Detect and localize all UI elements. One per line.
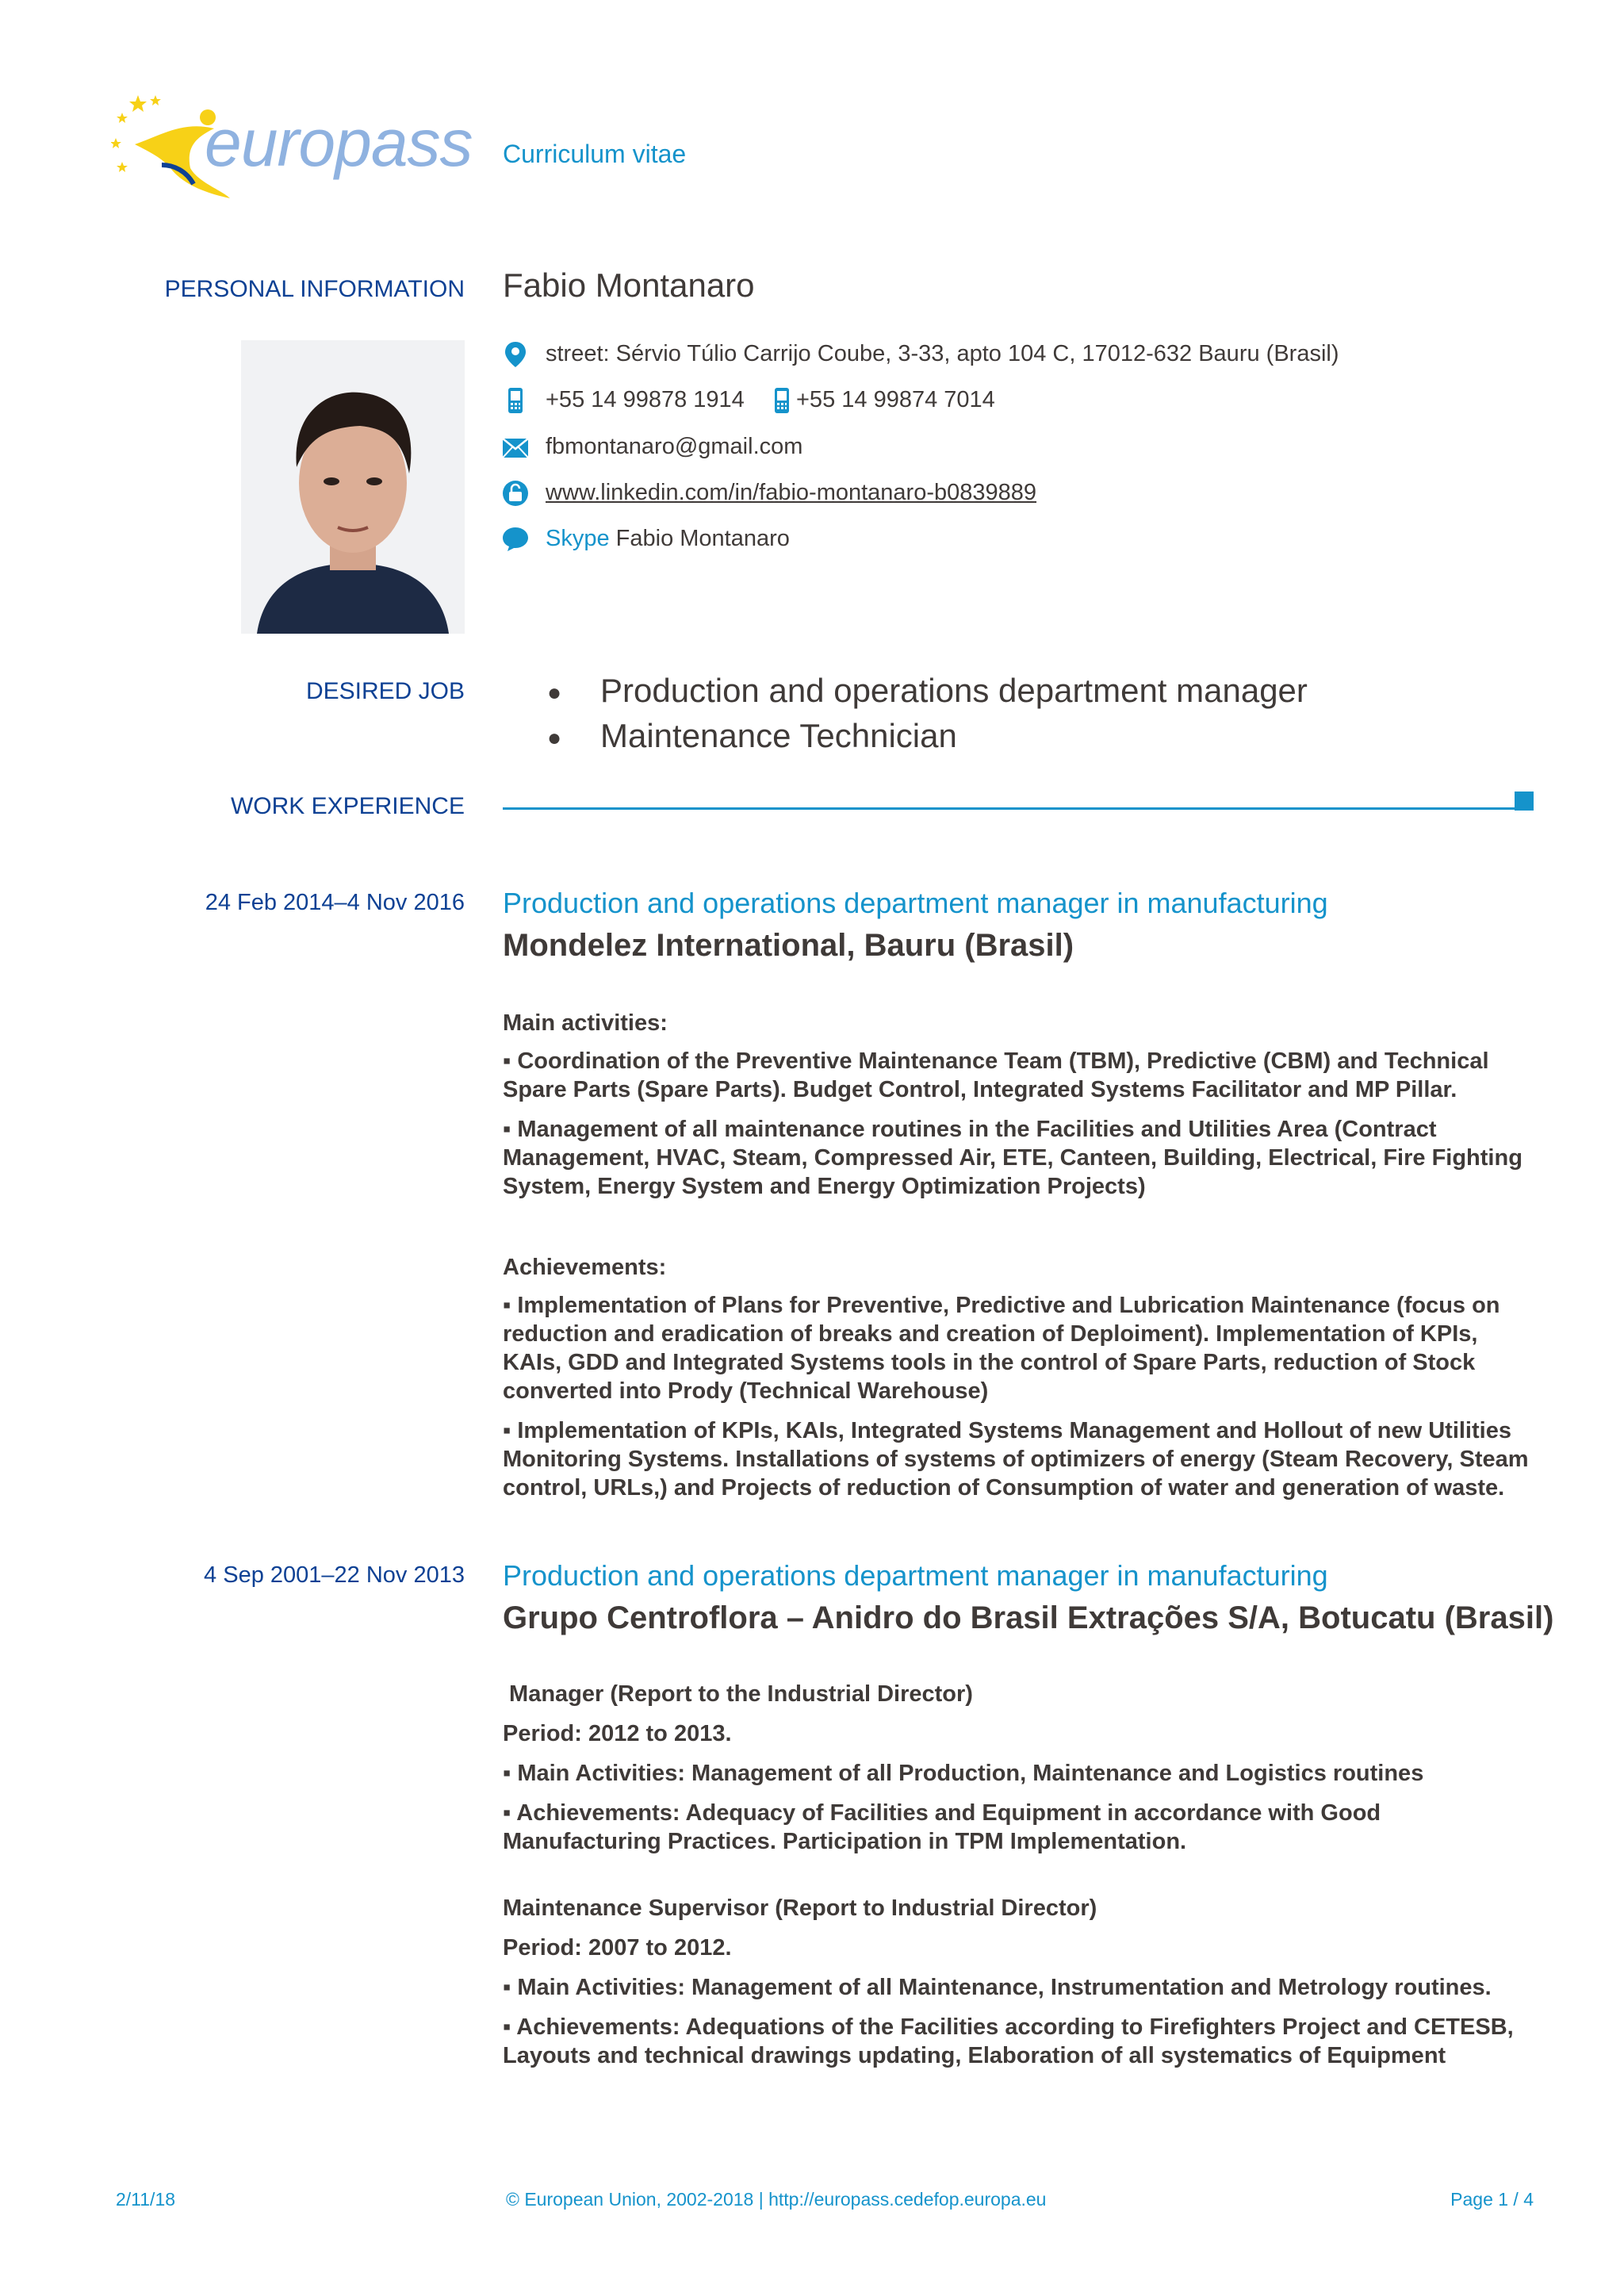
cv-title: Curriculum vitae: [503, 140, 687, 168]
role-heading: Manager (Report to the Industrial Director): [503, 1681, 973, 1707]
job-dates: 4 Sep 2001–22 Nov 2013: [204, 1562, 465, 1588]
role-item: ▪ Main Activities: Management of all Maintenance, Instrumentation and Metrology routines.: [503, 1975, 1492, 2000]
job-employer: Mondelez International, Bauru (Brasil): [503, 928, 1074, 963]
linkedin-link[interactable]: www.linkedin.com/in/fabio-montanaro-b0839889: [546, 480, 1037, 505]
instant-messaging: [546, 526, 790, 552]
achievement-item: ▪ Implementation of KPIs, KAIs, Integrated Systems Management and Hollout of new Utilities Monitoring Systems. Installations of systems of optimizers of energy (Steam Recovery, Steam control, URLs,) and Projects of reduction of Consumption of water and generation of waste.: [503, 1418, 1529, 1501]
achievements-heading: Achievements:: [503, 1255, 667, 1280]
im-service-label: Skype: [546, 526, 610, 551]
person-name: Fabio Montanaro: [503, 266, 755, 304]
section-label-work-experience: WORK EXPERIENCE: [230, 793, 465, 819]
phone-number-1[interactable]: +55 14 99878 1914: [546, 387, 745, 412]
role-item: ▪ Achievements: Adequacy of Facilities and Equipment in accordance with Good Manufacturing Practices. Participation in TPM Implementation.: [503, 1800, 1381, 1854]
desired-job-item: ● Production and operations department manager: [547, 672, 1308, 709]
activity-item: ▪ Coordination of the Preventive Maintenance Team (TBM), Predictive (CBM) and Technical Spare Parts (Spare Parts). Budget Control, Integrated Systems Facilitator and MP Pillar.: [503, 1048, 1489, 1102]
section-divider-square: [1515, 792, 1534, 811]
email-envelope-icon: [503, 435, 528, 461]
job-entry-1: [503, 884, 1534, 1513]
job-dates: 24 Feb 2014–4 Nov 2016: [205, 890, 465, 915]
footer-date: 2/11/18: [116, 2189, 176, 2210]
section-divider-line: [503, 807, 1516, 810]
main-activities-heading: Main activities:: [503, 1010, 668, 1036]
role-heading: Maintenance Supervisor (Report to Industrial Director): [503, 1895, 1097, 1921]
desired-job-list: [547, 669, 1308, 760]
profile-photo: [241, 340, 465, 634]
email-address[interactable]: fbmontanaro@gmail.com: [546, 434, 803, 459]
role-period: Period: 2007 to 2012.: [503, 1935, 732, 1961]
footer-copyright[interactable]: © European Union, 2002-2018 | http://europass.cedefop.europa.eu: [506, 2189, 1047, 2210]
europass-logo: [111, 89, 476, 200]
achievement-item: ▪ Implementation of Plans for Preventive, Predictive and Lubrication Maintenance (focus on reduction and eradication of breaks and creation of Deploiment). Implementation of KPIs, KAIs, GDD and Integrated Systems tools in the control of Spare Parts, reduction of Stock converted into Prody (Technical Warehouse): [503, 1293, 1500, 1404]
job-employer: Grupo Centroflora – Anidro do Brasil Extrações S/A, Botucatu (Brasil): [503, 1600, 1554, 1635]
job-entry-2: [503, 1556, 1554, 2081]
chat-bubble-icon: [503, 527, 528, 552]
role-period: Period: 2012 to 2013.: [503, 1721, 732, 1746]
address-text: street: Sérvio Túlio Carrijo Coube, 3-33, apto 104 C, 17012-632 Bauru (Brasil): [546, 341, 1339, 366]
mobile-phone-icon: [769, 388, 795, 413]
activity-item: ▪ Management of all maintenance routines in the Facilities and Utilities Area (Contract Management, HVAC, Steam, Compressed Air, ETE, Canteen, Building, Electrical, Fire Fighting System, Energy System and Energy Optimization Projects): [503, 1117, 1522, 1199]
person-photo-illustration: [241, 340, 465, 634]
section-label-desired-job: DESIRED JOB: [305, 678, 465, 704]
job-title: Production and operations department manager in manufacturing: [503, 1559, 1328, 1592]
location-pin-icon: [503, 342, 528, 367]
footer-page-number: Page 1 / 4: [1450, 2189, 1534, 2210]
desired-job-item: ● Maintenance Technician: [547, 716, 957, 754]
website-globe-icon: [503, 481, 528, 506]
phone-number-2[interactable]: +55 14 99874 7014: [796, 387, 995, 412]
role-item: ▪ Main Activities: Management of all Production, Maintenance and Logistics routines: [503, 1761, 1424, 1786]
mobile-phone-icon: [503, 388, 528, 413]
im-username: Fabio Montanaro: [615, 526, 790, 551]
europass-wordmark: europass: [205, 105, 473, 180]
job-title: Production and operations department manager in manufacturing: [503, 887, 1328, 919]
section-label-personal-information: PERSONAL INFORMATION: [164, 276, 465, 302]
role-item: ▪ Achievements: Adequations of the Facilities according to Firefighters Project and CETESB, Layouts and technical drawings updating, Elaboration of all systematics of Equipment: [503, 2014, 1514, 2068]
